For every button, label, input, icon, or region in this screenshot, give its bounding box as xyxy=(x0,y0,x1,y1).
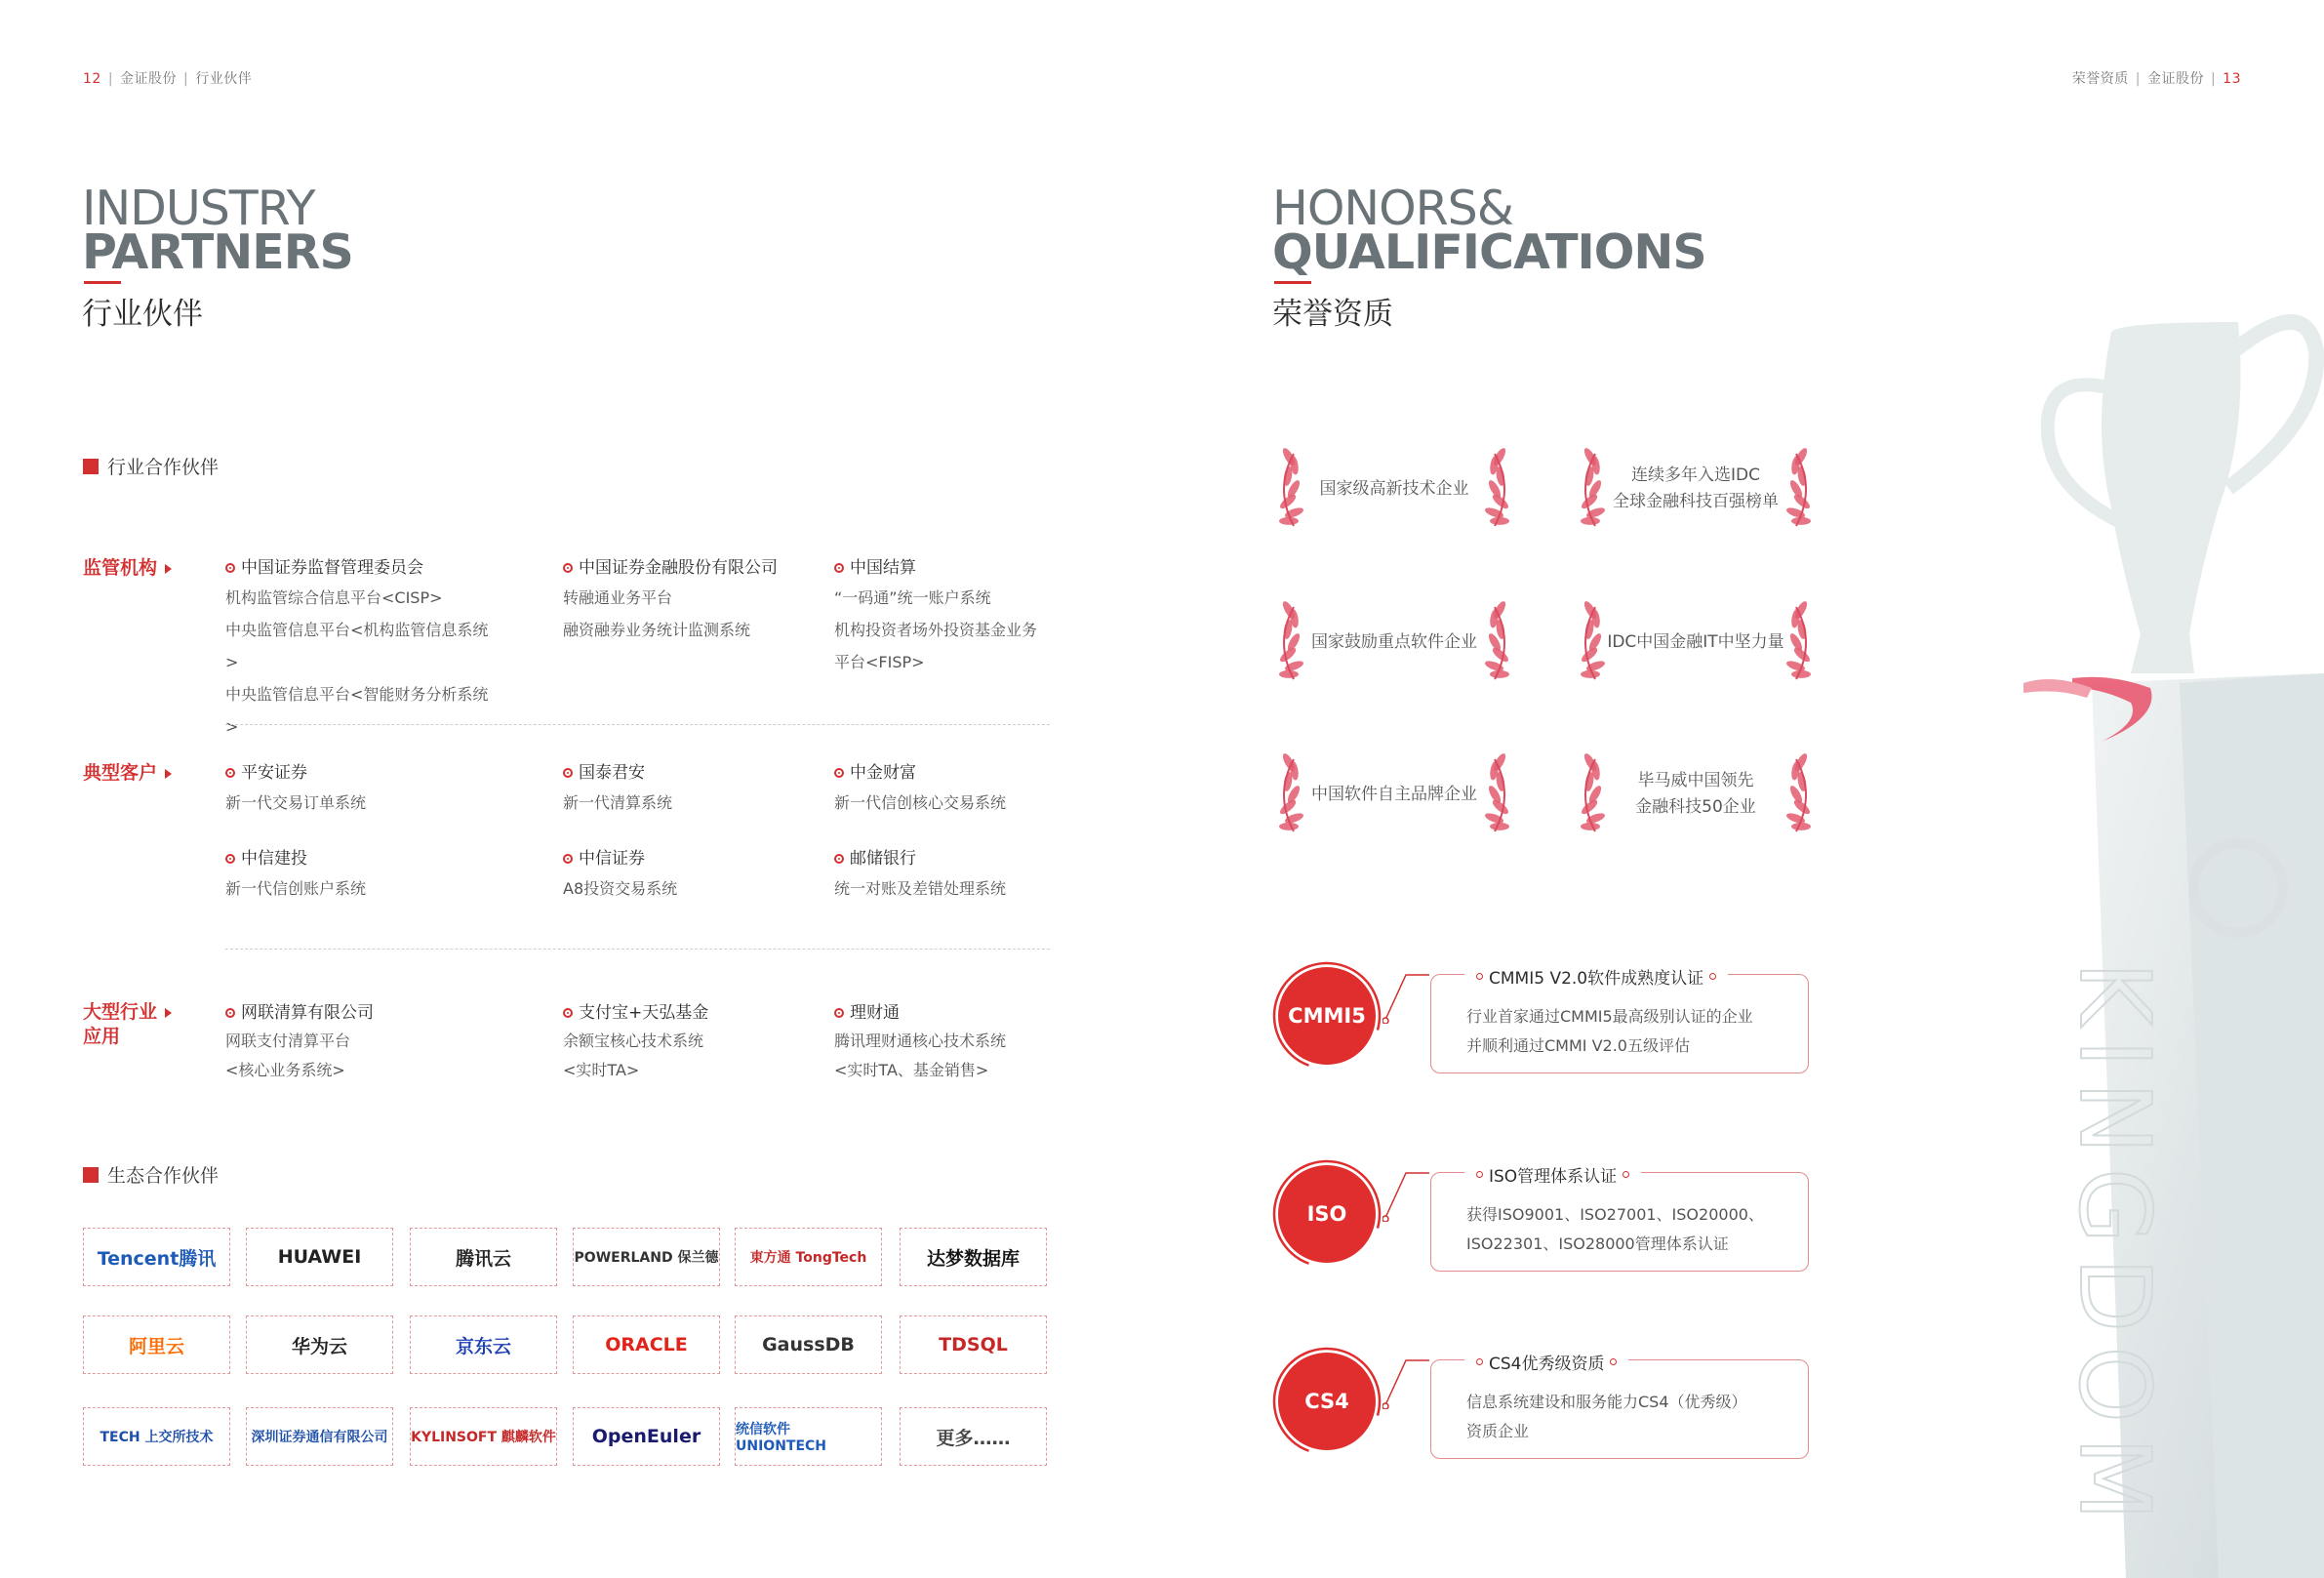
right-page xyxy=(1162,0,2324,1578)
cert-badge xyxy=(1272,1347,1382,1456)
dashed-divider xyxy=(225,949,1050,950)
honor-line: IDC中国金融IT中坚力量 xyxy=(1607,631,1784,652)
ring-icon xyxy=(225,768,235,778)
cert-badge-label: CS4 xyxy=(1278,1353,1376,1450)
cert-badge xyxy=(1272,1159,1382,1269)
honor-text xyxy=(1607,629,1783,656)
title-rule xyxy=(84,281,121,284)
page-number: 12 xyxy=(83,71,101,87)
partner-system: 网联支付清算平台 xyxy=(225,1032,351,1050)
partner-logo: 更多…… xyxy=(900,1407,1047,1466)
partner-logo: 京东云 xyxy=(410,1315,557,1374)
section-marker-icon xyxy=(83,459,99,474)
category-text: 大型行业 xyxy=(83,1001,158,1023)
running-head-right: 荣誉资质 | 金证股份 | 13 xyxy=(2071,71,2241,87)
dot-icon xyxy=(1476,1358,1483,1365)
partner-entry xyxy=(834,556,1098,678)
partner-name: 平安证券 xyxy=(241,763,307,783)
honor-badge xyxy=(1574,597,1818,687)
dashed-divider xyxy=(225,724,1050,725)
partner-logo: 阿里云 xyxy=(83,1315,230,1374)
partner-system: 新一代信创核心交易系统 xyxy=(834,793,1007,812)
title-cn: 行业伙伴 xyxy=(82,297,203,332)
partner-name: 邮储银行 xyxy=(850,849,916,869)
honor-line: 全球金融科技百强榜单 xyxy=(1613,492,1779,511)
title-cn: 荣誉资质 xyxy=(1272,297,1393,332)
dot-icon xyxy=(1476,1171,1483,1178)
title-line1: HONORS& xyxy=(1272,181,1513,236)
title-line1: INDUSTRY xyxy=(82,181,315,236)
cert-line: 信息系统建设和服务能力CS4（优秀级） xyxy=(1466,1393,1747,1411)
ring-icon xyxy=(225,1008,235,1018)
partner-name: 中国证券金融股份有限公司 xyxy=(579,558,778,578)
partner-logo: 深圳证券通信有限公司 xyxy=(246,1407,393,1466)
cert-description-box xyxy=(1430,1167,1809,1272)
partner-entry xyxy=(225,556,489,743)
partner-name: 网联清算有限公司 xyxy=(241,1003,374,1023)
ring-icon xyxy=(834,768,844,778)
honor-text xyxy=(1635,768,1756,821)
ring-icon xyxy=(225,854,235,864)
cert-title-text: CS4优秀级资质 xyxy=(1489,1355,1605,1374)
dot-icon xyxy=(1709,973,1716,980)
partner-name: 中国证券监督管理委员会 xyxy=(241,558,423,578)
title-rule xyxy=(1274,281,1311,284)
partner-entry xyxy=(563,1001,826,1085)
section-marker-icon xyxy=(83,1167,99,1183)
cert-line: ISO22301、ISO28000管理体系认证 xyxy=(1466,1234,1729,1253)
ring-icon xyxy=(834,1008,844,1018)
partner-entry xyxy=(834,761,1098,819)
honor-badge xyxy=(1574,444,1818,534)
cert-connector xyxy=(1382,1351,1431,1409)
partner-logo: POWERLAND 保兰德 xyxy=(573,1228,720,1286)
partner-name: 国泰君安 xyxy=(579,763,645,783)
honor-badge xyxy=(1574,749,1818,839)
cert-line: 行业首家通过CMMI5最高级别认证的企业 xyxy=(1466,1007,1753,1026)
dot-icon xyxy=(1623,1171,1629,1178)
cert-connector xyxy=(1382,965,1431,1024)
honor-badge xyxy=(1272,444,1516,534)
partner-system: 机构投资者场外投资基金业务 xyxy=(834,621,1038,639)
honor-line: 毕马威中国领先 xyxy=(1637,771,1754,790)
cert-title xyxy=(1464,1162,1641,1187)
partner-name: 支付宝+天弘基金 xyxy=(579,1003,709,1023)
category-label-clients xyxy=(83,761,172,786)
honor-line: 金融科技50企业 xyxy=(1635,797,1756,817)
section-heading-text: 生态合作伙伴 xyxy=(107,1165,220,1187)
partner-system: 转融通业务平台 xyxy=(563,588,673,607)
cert-title xyxy=(1464,1350,1628,1374)
partner-logo: 東方通 TongTech xyxy=(735,1228,882,1286)
caret-right-icon xyxy=(165,1008,172,1018)
partner-system: <核心业务系统> xyxy=(225,1061,345,1079)
industry-section-heading xyxy=(83,453,219,479)
partner-logo: KYLINSOFT 麒麟软件 xyxy=(410,1407,557,1466)
cert-connector xyxy=(1382,1163,1431,1222)
partner-logo: 达梦数据库 xyxy=(900,1228,1047,1286)
partner-system: 中央监管信息平台<机构监管信息系统> xyxy=(225,621,489,671)
dot-icon xyxy=(1476,973,1483,980)
category-text: 监管机构 xyxy=(83,557,158,579)
ring-icon xyxy=(563,1008,573,1018)
cert-title-text: CMMI5 V2.0软件成熟度认证 xyxy=(1489,969,1704,989)
cert-description-box xyxy=(1430,1355,1809,1459)
section-heading-text: 行业合作伙伴 xyxy=(107,457,220,478)
partner-system: 融资融券业务统计监测系统 xyxy=(563,621,751,639)
partner-entry xyxy=(563,556,826,646)
partner-entry xyxy=(834,847,1098,905)
partner-logo: Tencent腾讯 xyxy=(83,1228,230,1286)
title-line2: QUALIFICATIONS xyxy=(1272,224,1706,280)
cert-line: 并顺利通过CMMI V2.0五级评估 xyxy=(1466,1036,1690,1055)
cert-badge-label: ISO xyxy=(1278,1165,1376,1263)
caret-right-icon xyxy=(165,769,172,779)
honor-badge xyxy=(1272,597,1516,687)
category-text: 典型客户 xyxy=(83,762,158,784)
ring-icon xyxy=(563,768,573,778)
partner-logo: GaussDB xyxy=(735,1315,882,1374)
partner-system: 余额宝核心技术系统 xyxy=(563,1032,704,1050)
honor-line: 国家鼓励重点软件企业 xyxy=(1311,631,1477,652)
ring-icon xyxy=(225,563,235,573)
partner-system: <实时TA、基金销售> xyxy=(834,1061,989,1079)
kingdom-watermark: KINGDOM xyxy=(2058,961,2172,1535)
partner-name: 中信建投 xyxy=(241,849,307,869)
honor-text xyxy=(1311,782,1477,808)
partner-logo: 腾讯云 xyxy=(410,1228,557,1286)
partner-name: 中金财富 xyxy=(850,763,916,783)
caret-right-icon xyxy=(165,564,172,574)
partner-system: 新一代交易订单系统 xyxy=(225,793,367,812)
honor-line: 国家级高新技术企业 xyxy=(1319,478,1469,499)
partner-logo: HUAWEI xyxy=(246,1228,393,1286)
running-head-left: 12 | 金证股份 | 行业伙伴 xyxy=(83,71,253,87)
cert-title xyxy=(1464,964,1728,989)
honor-text xyxy=(1613,463,1779,515)
partner-system: 新一代信创账户系统 xyxy=(225,879,367,898)
dot-icon xyxy=(1610,1358,1617,1365)
partner-name: 中国结算 xyxy=(850,558,916,578)
ring-icon xyxy=(563,854,573,864)
partner-entry xyxy=(563,847,826,905)
running-brand: 金证股份 xyxy=(2146,71,2204,87)
partner-logo: 华为云 xyxy=(246,1315,393,1374)
category-text: 应用 xyxy=(83,1026,121,1047)
partner-name: 中信证券 xyxy=(579,849,645,869)
partner-system: “一码通”统一账户系统 xyxy=(834,588,991,607)
category-label-large-industry xyxy=(83,1000,172,1049)
title-line2: PARTNERS xyxy=(82,224,353,280)
partner-system: <实时TA> xyxy=(563,1061,640,1079)
partner-system: 中央监管信息平台<智能财务分析系统> xyxy=(225,685,489,736)
honor-text xyxy=(1320,476,1469,503)
partner-system: 腾讯理财通核心技术系统 xyxy=(834,1032,1007,1050)
partner-entry xyxy=(225,761,489,819)
partner-system: 新一代清算系统 xyxy=(563,793,673,812)
running-brand: 金证股份 xyxy=(120,71,178,87)
partner-entry xyxy=(563,761,826,819)
honor-line: 连续多年入选IDC xyxy=(1631,465,1760,485)
partner-system: 平台<FISP> xyxy=(834,653,925,671)
cert-description-box xyxy=(1430,969,1809,1073)
partner-logo: ORACLE xyxy=(573,1315,720,1374)
running-section: 行业伙伴 xyxy=(195,71,253,87)
cert-badge xyxy=(1272,961,1382,1071)
partner-system: 机构监管综合信息平台<CISP> xyxy=(225,588,443,607)
partner-logo: TDSQL xyxy=(900,1315,1047,1374)
partner-logo: 统信软件 UNIONTECH xyxy=(735,1407,882,1466)
ring-icon xyxy=(834,854,844,864)
honor-line: 中国软件自主品牌企业 xyxy=(1311,784,1477,804)
partner-logo: TECH 上交所技术 xyxy=(83,1407,230,1466)
partner-entry xyxy=(834,1001,1098,1085)
partner-entry xyxy=(225,1001,489,1085)
partner-system: A8投资交易系统 xyxy=(563,879,678,898)
ring-icon xyxy=(834,563,844,573)
cert-line: 资质企业 xyxy=(1466,1422,1530,1440)
cert-badge-label: CMMI5 xyxy=(1278,967,1376,1065)
cert-title-text: ISO管理体系认证 xyxy=(1489,1167,1618,1187)
category-label-regulators xyxy=(83,556,172,581)
eco-section-heading xyxy=(83,1161,219,1188)
partner-system: 统一对账及差错处理系统 xyxy=(834,879,1007,898)
honor-badge xyxy=(1272,749,1516,839)
ring-icon xyxy=(563,563,573,573)
cert-line: 获得ISO9001、ISO27001、ISO20000、 xyxy=(1466,1205,1764,1224)
partner-name: 理财通 xyxy=(850,1003,900,1023)
partner-logo: OpenEuler xyxy=(573,1407,720,1466)
partner-entry xyxy=(225,847,489,905)
running-section: 荣誉资质 xyxy=(2071,71,2129,87)
page-number: 13 xyxy=(2223,71,2241,87)
honor-text xyxy=(1311,629,1477,656)
